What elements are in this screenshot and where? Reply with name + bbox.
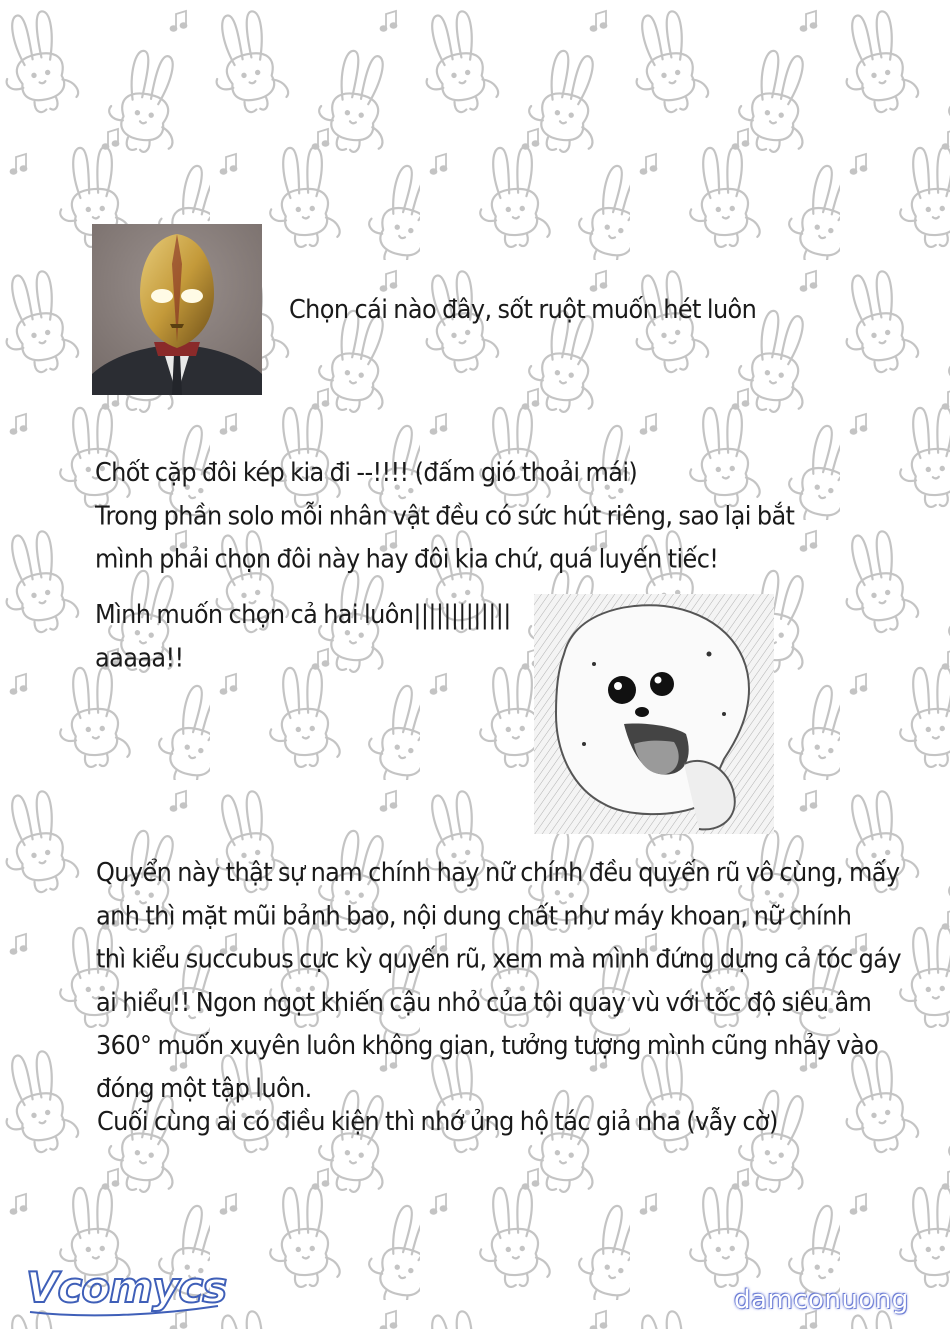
text-line: Quyển này thật sự nam chính hay nữ chính đều quyến rũ vô cùng, mấy xyxy=(96,857,900,888)
text-line: mình phải chọn đôi này hay đôi kia chứ, quá luyến tiếc! xyxy=(95,543,719,575)
header-comment: Chọn cái nào đây, sốt ruột muốn hét luôn xyxy=(289,294,757,325)
text-line: 360° muốn xuyên luôn không gian, tưởng tượng mình cũng nhảy vào xyxy=(96,1030,879,1061)
closing-line: Cuối cùng ai có điều kiện thì nhớ ủng hộ tác giả nha (vẫy cờ) xyxy=(97,1106,778,1137)
svg-text:Vcomycs: Vcomycs xyxy=(26,1263,227,1312)
text-line: thì kiểu succubus cực kỳ quyến rũ, xem mà mình đứng dựng cả tóc gáy xyxy=(96,943,902,975)
masked-hero-photo xyxy=(92,224,262,395)
vcomycs-watermark xyxy=(22,1256,232,1322)
text-line: Mình muốn chọn cả hai luôn||||||||||||| xyxy=(95,599,511,630)
paragraph-double-couple xyxy=(95,451,794,581)
text-line: ai hiểu!! Ngon ngọt khiến cậu nhỏ của tôi quay vù với tốc độ siêu âm xyxy=(96,987,872,1018)
text-line: Chốt cặp đôi kép kia đi --!!!! (đấm gió thoải mái) xyxy=(95,457,638,488)
text-line: Trong phần solo mỗi nhân vật đều có sức hút riêng, sao lại bắt xyxy=(95,500,795,531)
text-line: aaaaa!! xyxy=(95,642,184,673)
paragraph-choose-both xyxy=(95,593,511,679)
shocked-puppy-drawing xyxy=(534,594,774,834)
text-line: đóng một tập luôn. xyxy=(96,1073,312,1104)
text-line: anh thì mặt mũi bảnh bao, nội dung chất như máy khoan, nữ chính xyxy=(96,900,852,931)
damconuong-watermark: damconuong xyxy=(734,1285,909,1315)
paragraph-review xyxy=(96,851,901,1110)
